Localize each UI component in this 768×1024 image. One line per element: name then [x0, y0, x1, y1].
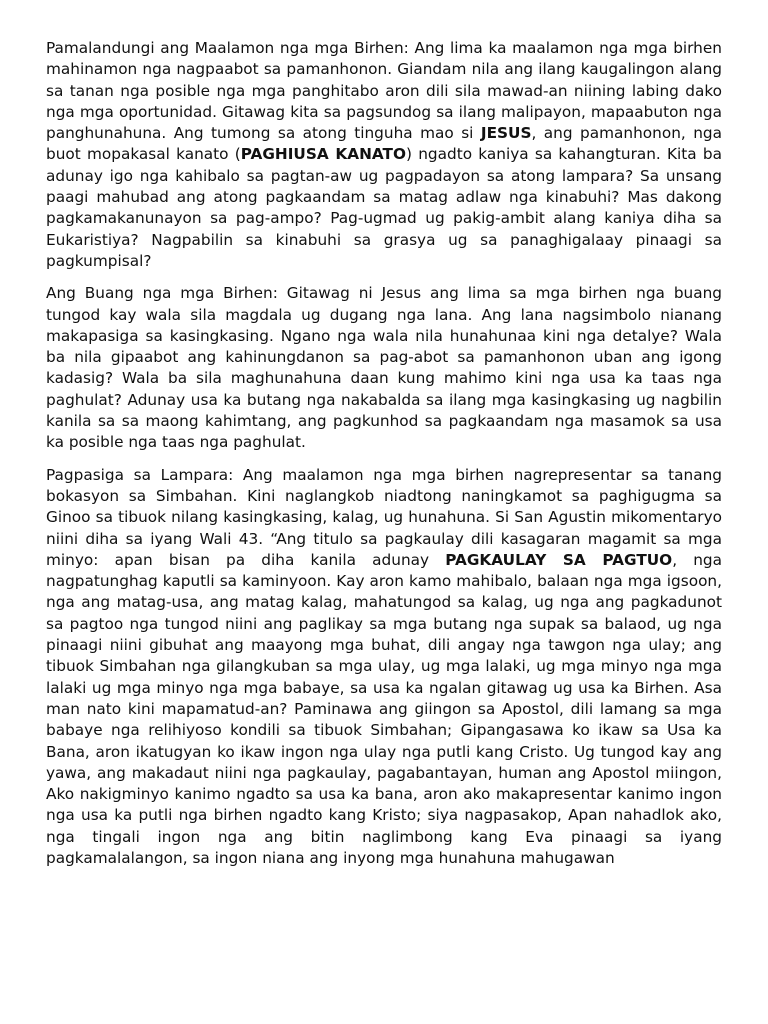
paragraph-wise-virgins [46, 38, 722, 272]
paragraph-text: , nga nagpatunghag kaputli sa kaminyoon. Kay aron kamo mahibalo, balaan nga mga igsoon, nga ang matag-usa, ang matag kalag, mahatungod sa kalag, ug nga ang pagkadunot sa pagtoo nga tungod niini ang paglikay sa mga butang nga supak sa balaod, ug nga pinaagi niini gibuhat ang maayong mga buhat, dili angay nga tawgon nga ulay; ang tibuok Simbahan nga gilangkuban sa mga ulay, ug mga lalaki, ug mga minyo nga mga lalaki ug mga minyo nga mga babaye, sa usa ka ngalan gitawag ug usa ka Birhen. Asa man nato kini mapamatud-an? Paminawa ang giingon sa Apostol, dili lamang sa mga babaye nga relihiyoso kondili sa tibuok Simbahan; Gipangasawa ko ikaw sa Usa ka Bana, aron ikatugyan ko ikaw ingon nga ulay nga putli kang Cristo. Ug tungod kay ang yawa, ang makadaut niini nga pagkaulay, pagabantayan, human ang Apostol miingon, Ako nakigminyo kanimo ngadto sa usa ka bana, aron ako makapresentar kanimo ingon nga usa ka putli nga birhen ngadto kang Kristo; siya nagpasakop, Apan nahadlok ako, nga tingali ingon nga ang bitin naglimbong kang Eva pinaagi sa iyang pagkamalalangon, sa ingon niana ang inyong mga hunahuna mahugawan [46, 550, 722, 867]
paragraph-text: Pagpasiga sa Lampara: Ang maalamon nga mga birhen nagrepresentar sa tanang bokasyon sa Simbahan. Kini naglangkob niadtong naningkamot sa paghigugma sa Ginoo sa tibuok nilang kasingkasing, kalag, ug hunahuna. Si San Agustin mikomentaryo niini diha sa iyang Wali 43. “Ang titulo sa pagkaulay dili kasagaran magamit sa mga minyo: apan bisan pa diha kanila adunay [46, 465, 722, 569]
paragraph-text: , ang pamanhonon, nga buot mopakasal kanato ( [46, 124, 722, 164]
paragraph-text: Ang Buang nga mga Birhen: Gitawag ni Jesus ang lima sa mga birhen nga buang tungod kay wala sila magdala ug dugang nga lana. Ang lana nagsimbolo nianang makapasiga sa kasingkasing. Ngano nga wala nila hunahunaa kini nga detalye? Wala ba nila gipaabot ang kahinungdanon sa pag-abot sa pamanhonon uban ang igong kadasig? Wala ba sila maghunahuna daan kung mahimo kini nga usa ka taas nga paghulat? Adunay usa ka butang nga nakabalda sa ilang mga kasingkasing ug nagbilin kanila sa sa maong kahimtang, ang pagkunhod sa pagkaandam nga masamok sa usa ka posible nga taas nga paghulat. [46, 284, 722, 452]
paragraph-text: ) ngadto kaniya sa kahangturan. Kita ba adunay igo nga kahibalo sa pagtan-aw ug pagpadayon sa atong lampara? Sa unsang paagi mahubad ang atong pagkaandam sa matag adlaw nga kinabuhi? Mas dakong pagkamakanunayon sa pag-ampo? Pag-ugmad ug pakig-ambit alang kaniya diha sa Eukaristiya? Nagpabilin sa kinabuhi sa grasya ug sa panaghigalaay pinaagi sa pagkumpisal? [46, 145, 722, 270]
paragraph-text: Pamalandungi ang Maalamon nga mga Birhen: Ang lima ka maalamon nga mga birhen mahinamon nga nagpaabot sa pamanhonon. Giandam nila ang ilang kaugalingon alang sa tanan nga posible nga mga panghitabo aron dili sila mawad-an niining labing dako nga mga oportunidad. Gitawag kita sa pagsundog sa ilang malipayon, mapaabuton nga panghunahuna. Ang tumong sa atong tinguha mao si [46, 39, 722, 143]
emphasis-paghiusa-kanato: PAGHIUSA KANATO [240, 145, 406, 164]
emphasis-jesus: JESUS [480, 124, 532, 143]
emphasis-pagkaulay-sa-pagtuo: PAGKAULAY SA PAGTUO [445, 550, 673, 569]
document-page [46, 38, 722, 880]
paragraph-foolish-virgins [46, 283, 722, 453]
paragraph-lamp-lighting [46, 465, 722, 870]
